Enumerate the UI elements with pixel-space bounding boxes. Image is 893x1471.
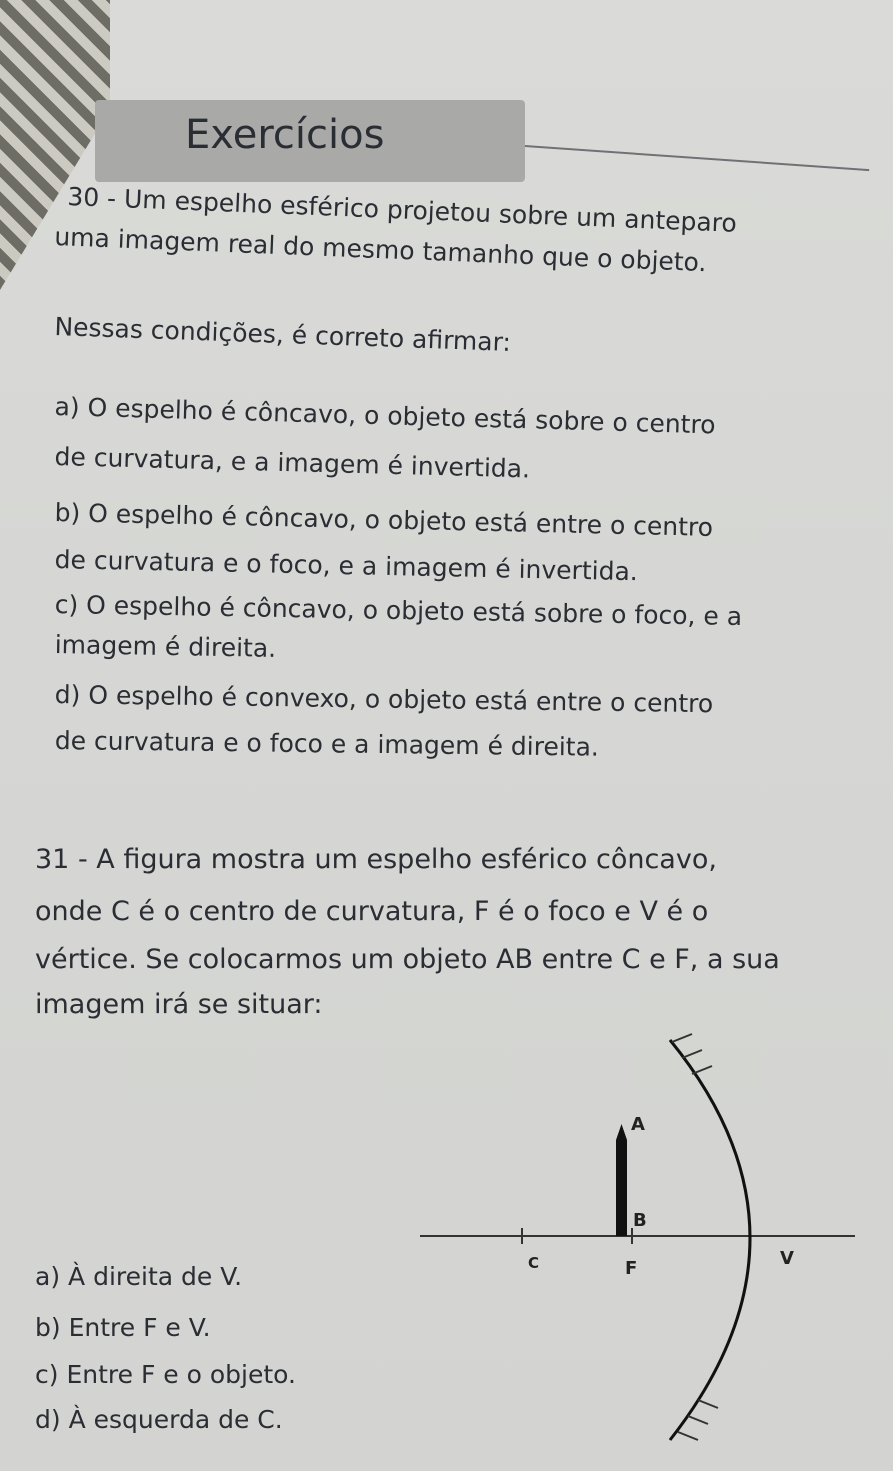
q31-option-a: a) À direita de V. (35, 1262, 243, 1291)
label-b: B (633, 1210, 647, 1231)
q31-statement-line3: vértice. Se colocarmos um objeto AB entre C e F, a sua (35, 944, 780, 975)
q31-option-d: d) À esquerda de C. (35, 1405, 283, 1434)
q30-option-c-line1: c) O espelho é côncavo, o objeto está sobre o foco, e a (54, 590, 743, 631)
label-c: C (528, 1254, 540, 1272)
q30-prompt: Nessas condições, é correto afirmar: (53, 312, 512, 357)
label-f: F (625, 1258, 638, 1279)
q30-option-d-line1: d) O espelho é convexo, o objeto está entre o centro (54, 680, 714, 719)
q30-option-b-line1: b) O espelho é côncavo, o objeto está entre o centro (54, 498, 714, 542)
q31-statement-line1: 31 - A figura mostra um espelho esférico côncavo, (35, 844, 717, 875)
q30-statement-line2: uma imagem real do mesmo tamanho que o objeto. (53, 222, 708, 278)
label-v: V (780, 1248, 794, 1269)
q31-statement-line2: onde C é o centro de curvatura, F é o foco e V é o (35, 896, 709, 927)
object-ab-bar (616, 1140, 627, 1236)
q30-option-a-line2: de curvatura, e a imagem é invertida. (54, 442, 531, 484)
q31-statement-line4: imagem irá se situar: (35, 989, 323, 1020)
section-title: Exercícios (185, 112, 385, 158)
concave-mirror-arc (670, 1040, 750, 1440)
object-arrow-tip (616, 1124, 627, 1140)
q30-option-d-line2: de curvatura e o foco e a imagem é direita. (54, 726, 600, 762)
q30-option-c-line2: imagem é direita. (54, 630, 277, 663)
concave-mirror-diagram (400, 1030, 880, 1460)
q30-option-b-line2: de curvatura e o foco, e a imagem é invertida. (54, 545, 639, 587)
q30-option-a-line1: a) O espelho é côncavo, o objeto está sobre o centro (54, 392, 716, 440)
q31-option-b: b) Entre F e V. (35, 1313, 211, 1342)
q31-option-c: c) Entre F e o objeto. (35, 1360, 296, 1389)
label-a: A (631, 1114, 645, 1135)
q30-statement-line1: 30 - Um espelho esférico projetou sobre um anteparo (66, 182, 738, 238)
